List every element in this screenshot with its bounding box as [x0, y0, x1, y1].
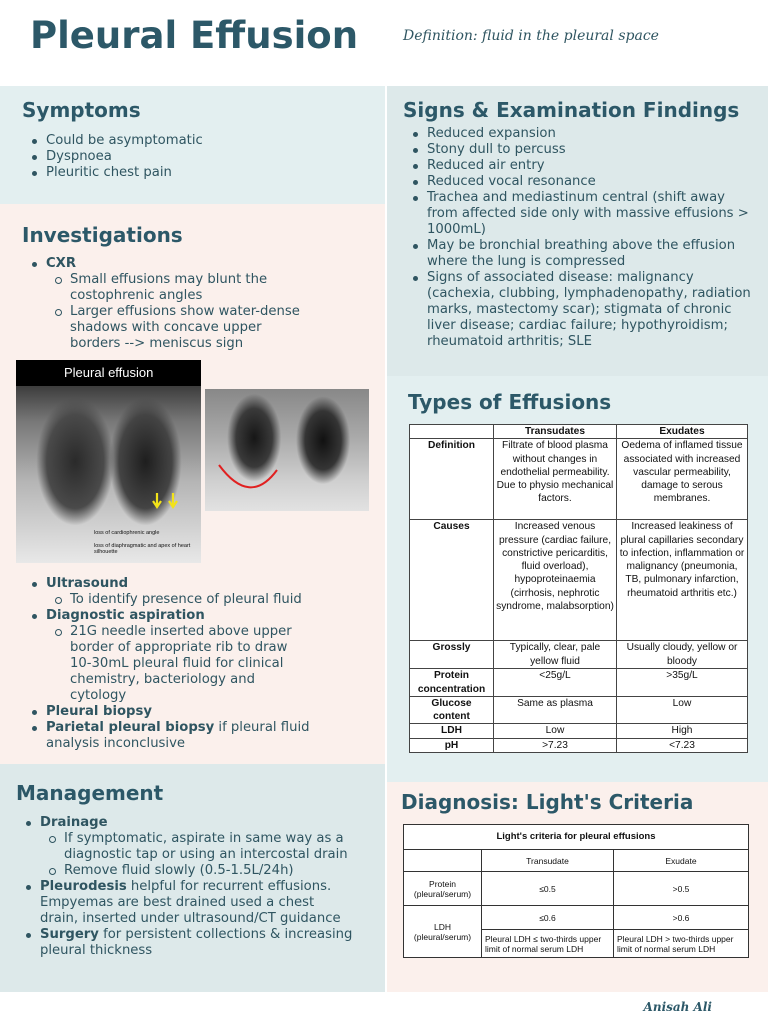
chest-xray-image-1	[16, 360, 201, 563]
parietal-biopsy-item: Parietal pleural biopsy if pleural fluid analysis inconclusive	[22, 720, 312, 752]
table-corner-cell	[410, 425, 494, 439]
drainage-sub-item: Remove fluid slowly (0.5-1.5L/24h)	[16, 863, 356, 879]
management-heading: Management	[16, 781, 164, 805]
table-row	[410, 738, 748, 752]
pleurodesis-item: Pleurodesis helpful for recurrent effusions. Empyemas are best drained used a chest drain, inserted under ultrasound/CT guidance	[16, 879, 356, 927]
author-name: Anisah Ali	[643, 1000, 712, 1014]
table-row	[410, 724, 748, 738]
column-header: Exudates	[617, 425, 748, 439]
table-cell: >7.23	[494, 738, 617, 752]
investigations-heading: Investigations	[22, 223, 183, 247]
column-header: Exudate	[614, 850, 749, 872]
table-cell: High	[617, 724, 748, 738]
aspiration-item: Diagnostic aspiration	[22, 608, 367, 624]
symptoms-heading: Symptoms	[22, 98, 141, 122]
symptoms-panel	[0, 86, 385, 204]
lights-table	[403, 824, 749, 958]
table-row	[410, 520, 748, 641]
sign-item: Reduced air entry	[403, 158, 753, 174]
row-header: LDH	[410, 724, 494, 738]
table-cell: Pleural LDH > two-thirds upper limit of normal serum LDH	[614, 930, 749, 958]
drainage-item: Drainage	[16, 815, 356, 831]
table-row	[404, 872, 749, 906]
column-header: Transudate	[482, 850, 614, 872]
table-row	[410, 439, 748, 520]
signs-panel	[387, 86, 768, 376]
sign-item: Signs of associated disease: malignancy (cachexia, clubbing, lymphadenopathy, radiation marks, mastectomy scar); stigmata of chronic liver disease; cardiac failure; hypothyroidism; rheumatoid arthritis; SLE	[403, 270, 753, 350]
row-header: Grossly	[410, 641, 494, 669]
table-cell: Typically, clear, pale yellow fluid	[494, 641, 617, 669]
meniscus-curve-icon	[205, 389, 369, 511]
lights-table-title: Light's criteria for pleural effusions	[404, 825, 749, 850]
surgery-item: Surgery for persistent collections & increasing pleural thickness	[16, 927, 356, 959]
table-cell: Filtrate of blood plasma without changes in endothelial permeability. Due to physio mechanical factors.	[494, 439, 617, 520]
sign-item: Trachea and mediastinum central (shift away from affected side only with massive effusions > 1000mL)	[403, 190, 753, 238]
page-title: Pleural Effusion	[30, 14, 359, 57]
table-cell: Low	[494, 724, 617, 738]
cxr-item: CXR	[22, 256, 367, 272]
types-panel	[387, 376, 768, 782]
cxr-sub-item: Larger effusions show water-dense shadows with concave upper borders --> meniscus sign	[22, 304, 312, 352]
table-cell: ≤0.6	[482, 906, 614, 930]
table-cell: Increased leakiness of plural capillaries secondary to infection, inflammation or malignancy (pneumonia, TB, pulmonary infarction, rheumatoid arthritis etc.)	[617, 520, 748, 641]
sign-item: May be bronchial breathing above the effusion where the lung is compressed	[403, 238, 753, 270]
biopsy-item: Pleural biopsy	[22, 704, 367, 720]
row-header: pH	[410, 738, 494, 752]
table-cell: <7.23	[617, 738, 748, 752]
types-heading: Types of Effusions	[408, 390, 612, 414]
table-cell: Low	[617, 696, 748, 724]
table-cell: <25g/L	[494, 669, 617, 697]
table-cell: Oedema of inflamed tissue associated with increased vascular permeability, damage to serous membranes.	[617, 439, 748, 520]
table-row	[404, 850, 749, 872]
row-header: Definition	[410, 439, 494, 520]
lights-panel	[387, 782, 768, 992]
symptoms-list	[22, 133, 203, 181]
chest-xray-image-2	[205, 389, 369, 511]
sign-item: Reduced expansion	[403, 126, 753, 142]
signs-list	[403, 126, 753, 350]
table-row	[410, 696, 748, 724]
table-corner-cell	[404, 850, 482, 872]
table-cell: >0.6	[614, 906, 749, 930]
definition-text: Definition: fluid in the pleural space	[403, 28, 659, 44]
row-header: Protein (pleural/serum)	[404, 872, 482, 906]
xray-note-1: loss of cardiophrenic angle	[94, 530, 160, 536]
management-panel	[0, 764, 385, 992]
investigations-list	[22, 576, 367, 752]
column-header: Transudates	[494, 425, 617, 439]
symptom-item: Could be asymptomatic	[22, 133, 203, 149]
ultrasound-sub-item: To identify presence of pleural fluid	[22, 592, 367, 608]
ultrasound-item: Ultrasound	[22, 576, 367, 592]
cxr-list	[22, 256, 367, 352]
management-list	[16, 815, 356, 959]
xray-caption: Pleural effusion	[16, 360, 201, 386]
table-cell: Usually cloudy, yellow or bloody	[617, 641, 748, 669]
table-row	[404, 906, 749, 930]
row-header: LDH (pleural/serum)	[404, 906, 482, 958]
table-cell: ≤0.5	[482, 872, 614, 906]
sign-item: Stony dull to percuss	[403, 142, 753, 158]
symptom-item: Pleuritic chest pain	[22, 165, 203, 181]
xray-note-2: loss of diaphragmatic and apex of heart silhouette	[94, 543, 191, 555]
row-header: Glucose content	[410, 696, 494, 724]
investigations-panel	[0, 204, 385, 764]
table-row	[404, 825, 749, 850]
sign-item: Reduced vocal resonance	[403, 174, 753, 190]
lights-heading: Diagnosis: Light's Criteria	[401, 790, 694, 814]
table-row	[410, 641, 748, 669]
row-header: Causes	[410, 520, 494, 641]
table-row	[410, 425, 748, 439]
cxr-sub-item: Small effusions may blunt the costophrenic angles	[22, 272, 312, 304]
drainage-sub-item: If symptomatic, aspirate in same way as a diagnostic tap or using an intercostal drain	[16, 831, 351, 863]
table-row	[410, 669, 748, 697]
row-header: Protein concentration	[410, 669, 494, 697]
types-table	[409, 424, 748, 753]
table-cell: Pleural LDH ≤ two-thirds upper limit of normal serum LDH	[482, 930, 614, 958]
table-cell: >35g/L	[617, 669, 748, 697]
symptom-item: Dyspnoea	[22, 149, 203, 165]
table-cell: >0.5	[614, 872, 749, 906]
signs-heading: Signs & Examination Findings	[403, 98, 740, 122]
aspiration-sub-item: 21G needle inserted above upper border of appropriate rib to draw 10-30mL pleural fluid for clinical chemistry, bacteriology and cytology	[22, 624, 312, 704]
table-cell: Same as plasma	[494, 696, 617, 724]
table-cell: Increased venous pressure (cardiac failure, constrictive pericarditis, fluid overload), hypoproteinaemia (cirrhosis, nephrotic syndrome, malabsorption)	[494, 520, 617, 641]
